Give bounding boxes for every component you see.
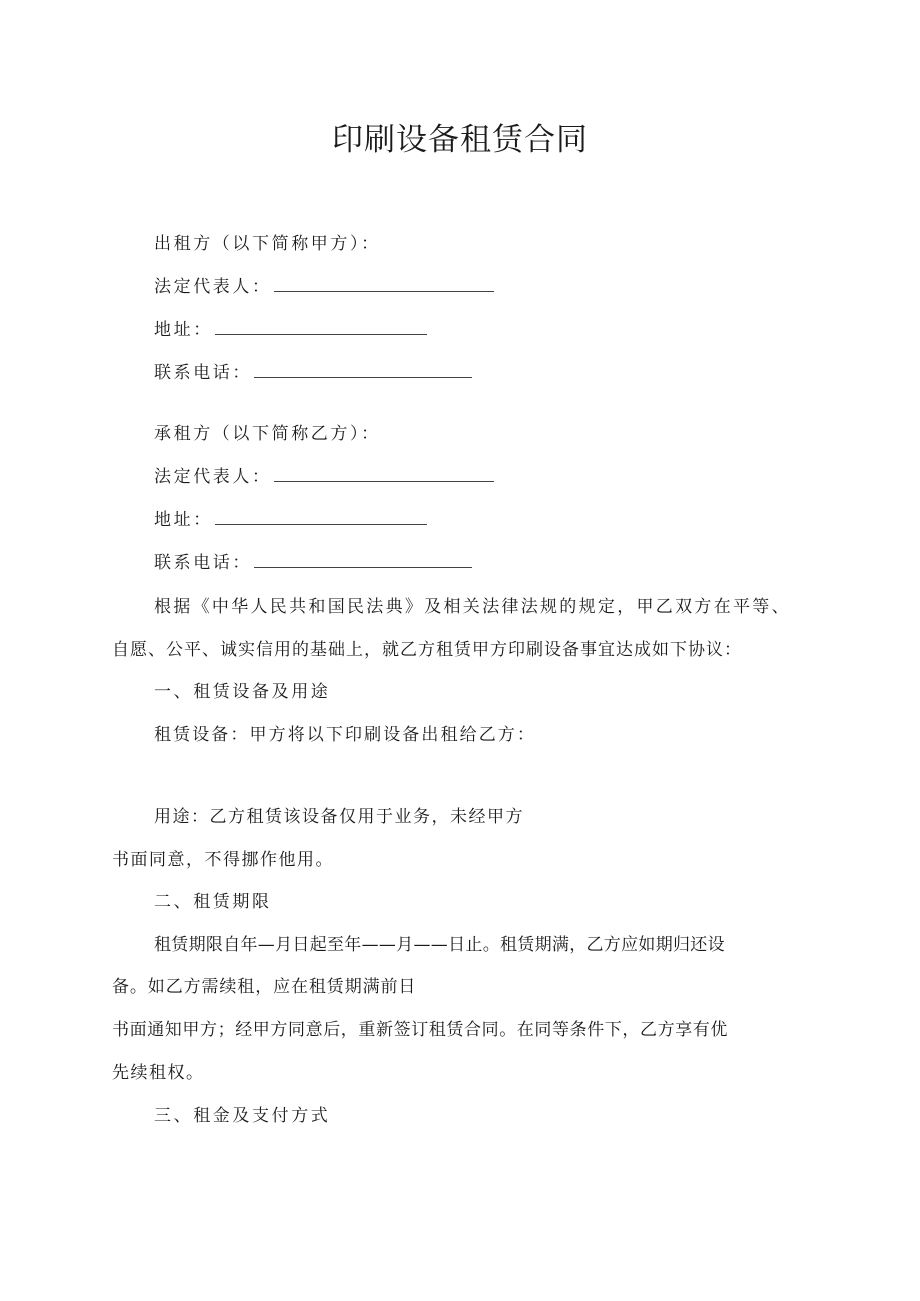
section-1-usage-line-1: 用途：乙方租赁该设备仅用于业务，未经甲方 [154, 807, 524, 827]
lessor-rep-blank [274, 274, 494, 292]
lessor-rep-label: 法定代表人： [154, 277, 272, 297]
lessor-phone-field [154, 360, 472, 386]
section-1-usage-line-2: 书面同意，不得挪作他用。 [112, 850, 334, 870]
section-2-para-line-3: 书面通知甲方；经甲方同意后，重新签订租赁合同。在同等条件下，乙方享有优 [112, 1020, 728, 1040]
lessee-rep-blank [274, 464, 494, 482]
lessee-rep-field [154, 464, 494, 490]
lessor-heading: 出租方（以下简称甲方）： [154, 234, 381, 254]
section-3-heading: 三、租金及支付方式 [154, 1106, 331, 1126]
lessee-heading: 承租方（以下简称乙方）： [154, 424, 381, 444]
lessee-phone-blank [254, 550, 472, 568]
lessee-rep-label: 法定代表人： [154, 467, 272, 487]
lessor-address-field [154, 317, 427, 343]
lessor-phone-blank [254, 360, 472, 378]
lessee-address-label: 地址： [154, 510, 213, 530]
lessor-phone-label: 联系电话： [154, 363, 252, 383]
lessee-address-blank [215, 507, 427, 525]
section-2-para-line-2: 备。如乙方需续租，应在租赁期满前日 [112, 977, 417, 997]
lessee-phone-field [154, 550, 472, 576]
lessor-address-label: 地址： [154, 320, 213, 340]
section-1-heading: 一、租赁设备及用途 [154, 682, 331, 702]
section-2-para-line-4: 先续租权。 [112, 1063, 205, 1083]
lessor-address-blank [215, 317, 427, 335]
lessee-phone-label: 联系电话： [154, 553, 252, 573]
preamble-line-2: 自愿、公平、诚实信用的基础上，就乙方租赁甲方印刷设备事宜达成如下协议： [112, 640, 742, 660]
section-2-heading: 二、租赁期限 [154, 892, 272, 912]
preamble-line-1: 根据《中华人民共和国民法典》及相关法律法规的规定，甲乙双方在平等、 [154, 597, 791, 617]
document-title: 印刷设备租赁合同 [332, 122, 588, 158]
section-2-para-line-1: 租赁期限自年—月日起至年——月——日止。租赁期满，乙方应如期归还设 [154, 935, 725, 955]
lessee-address-field [154, 507, 427, 533]
lessor-rep-field [154, 274, 494, 300]
section-1-equipment: 租赁设备：甲方将以下印刷设备出租给乙方： [154, 725, 536, 745]
